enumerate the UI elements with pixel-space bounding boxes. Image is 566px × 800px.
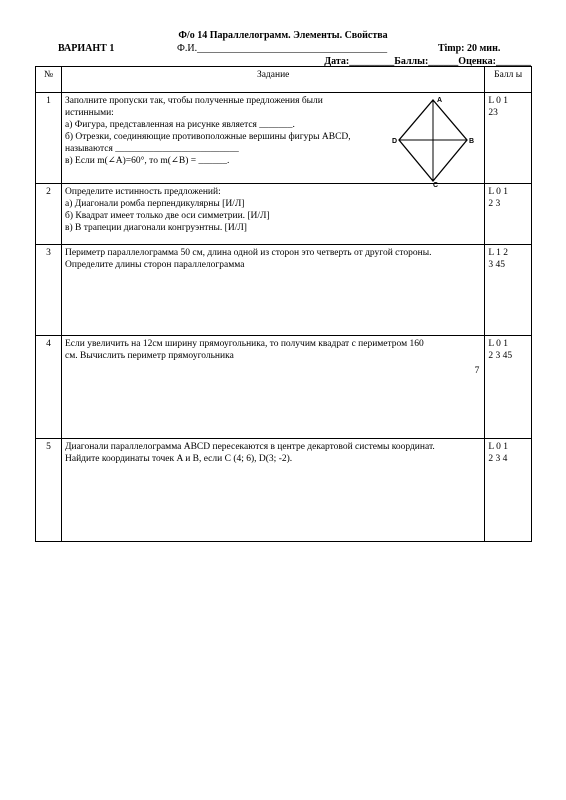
score-line: 3 45	[488, 260, 505, 270]
table-header-row	[36, 67, 532, 93]
task-cell	[62, 184, 485, 245]
date-score-grade-line: Дата:_________Баллы:______Оценка:_______	[324, 56, 531, 67]
score-cell	[485, 184, 532, 245]
table-row	[36, 93, 532, 184]
header-number: №	[36, 67, 62, 93]
vertex-label-d: D	[392, 138, 398, 145]
rhombus-figure	[393, 95, 475, 187]
table-row	[36, 336, 532, 439]
score-line: 2 3	[488, 199, 501, 209]
score-line: L 0 1	[488, 442, 509, 452]
task-line: Определите длины сторон параллелограмма	[65, 260, 245, 270]
score-cell	[485, 336, 532, 439]
task-cell	[62, 245, 485, 336]
margin-number: 7	[474, 366, 480, 376]
task-number: 3	[36, 245, 62, 336]
variant-label: ВАРИАНТ 1	[58, 43, 115, 54]
score-cell	[485, 93, 532, 184]
task-line: Найдите координаты точек A и B, если C (4; 6), D(3; -2).	[65, 454, 293, 464]
task-number: 5	[36, 439, 62, 542]
task-line: Определите истинность предложений:	[65, 187, 221, 197]
task-number: 4	[36, 336, 62, 439]
time-limit: Timp: 20 мин.	[438, 43, 501, 54]
task-line: б) Отрезки, соединяющие противоположные вершины фигуры ABCD,	[65, 132, 351, 142]
score-cell	[485, 245, 532, 336]
score-line: L 1 2	[488, 248, 509, 258]
table-row	[36, 245, 532, 336]
task-line: Периметр параллелограмма 50 см, длина одной из сторон это четверть от другой стороны.	[65, 248, 432, 258]
task-line: истинными:	[65, 108, 114, 118]
task-line: в) В трапеции диагонали конгруэнтны. [И/Л]	[65, 223, 247, 233]
header-score: Балл ы	[485, 67, 532, 93]
score-line: L 0 1	[488, 96, 509, 106]
score-line: L 0 1	[488, 339, 509, 349]
task-number: 1	[36, 93, 62, 184]
header-info-row	[0, 43, 566, 57]
table-row	[36, 184, 532, 245]
header-task: Задание	[62, 67, 485, 93]
task-line: называются __________________________	[65, 144, 239, 154]
score-line: L 0 1	[488, 187, 509, 197]
task-line: Диагонали параллелограмма ABCD пересекаются в центре декартовой системы координат.	[65, 442, 435, 452]
score-line: 23	[488, 108, 498, 118]
task-line: Заполните пропуски так, чтобы полученные предложения были	[65, 96, 323, 106]
task-line: в) Если m(∠A)=60°, то m(∠B) = ______.	[65, 156, 230, 166]
score-cell	[485, 439, 532, 542]
task-cell	[62, 439, 485, 542]
task-line: а) Фигура, представленная на рисунке является _______.	[65, 120, 295, 130]
tasks-table	[35, 66, 532, 542]
task-line: а) Диагонали ромба перпендикулярны [И/Л]	[65, 199, 245, 209]
vertex-label-a: A	[437, 97, 443, 104]
score-line: 2 3 45	[488, 351, 513, 361]
task-line: см. Вычислить периметр прямоугольника	[65, 351, 234, 361]
score-line: 2 3 4	[488, 454, 508, 464]
vertex-label-c: C	[433, 182, 439, 189]
worksheet-title: Ф/о 14 Параллелограмм. Элементы. Свойства	[178, 30, 388, 41]
task-line: б) Квадрат имеет только две оси симметрии. [И/Л]	[65, 211, 270, 221]
table-row	[36, 439, 532, 542]
task-line: Если увеличить на 12см ширину прямоугольника, то получим квадрат с периметром 160	[65, 339, 424, 349]
task-cell	[62, 93, 485, 189]
task-number: 2	[36, 184, 62, 245]
task-cell	[62, 336, 485, 439]
name-field: Ф.И.______________________________________	[177, 43, 388, 54]
vertex-label-b: B	[469, 138, 475, 145]
